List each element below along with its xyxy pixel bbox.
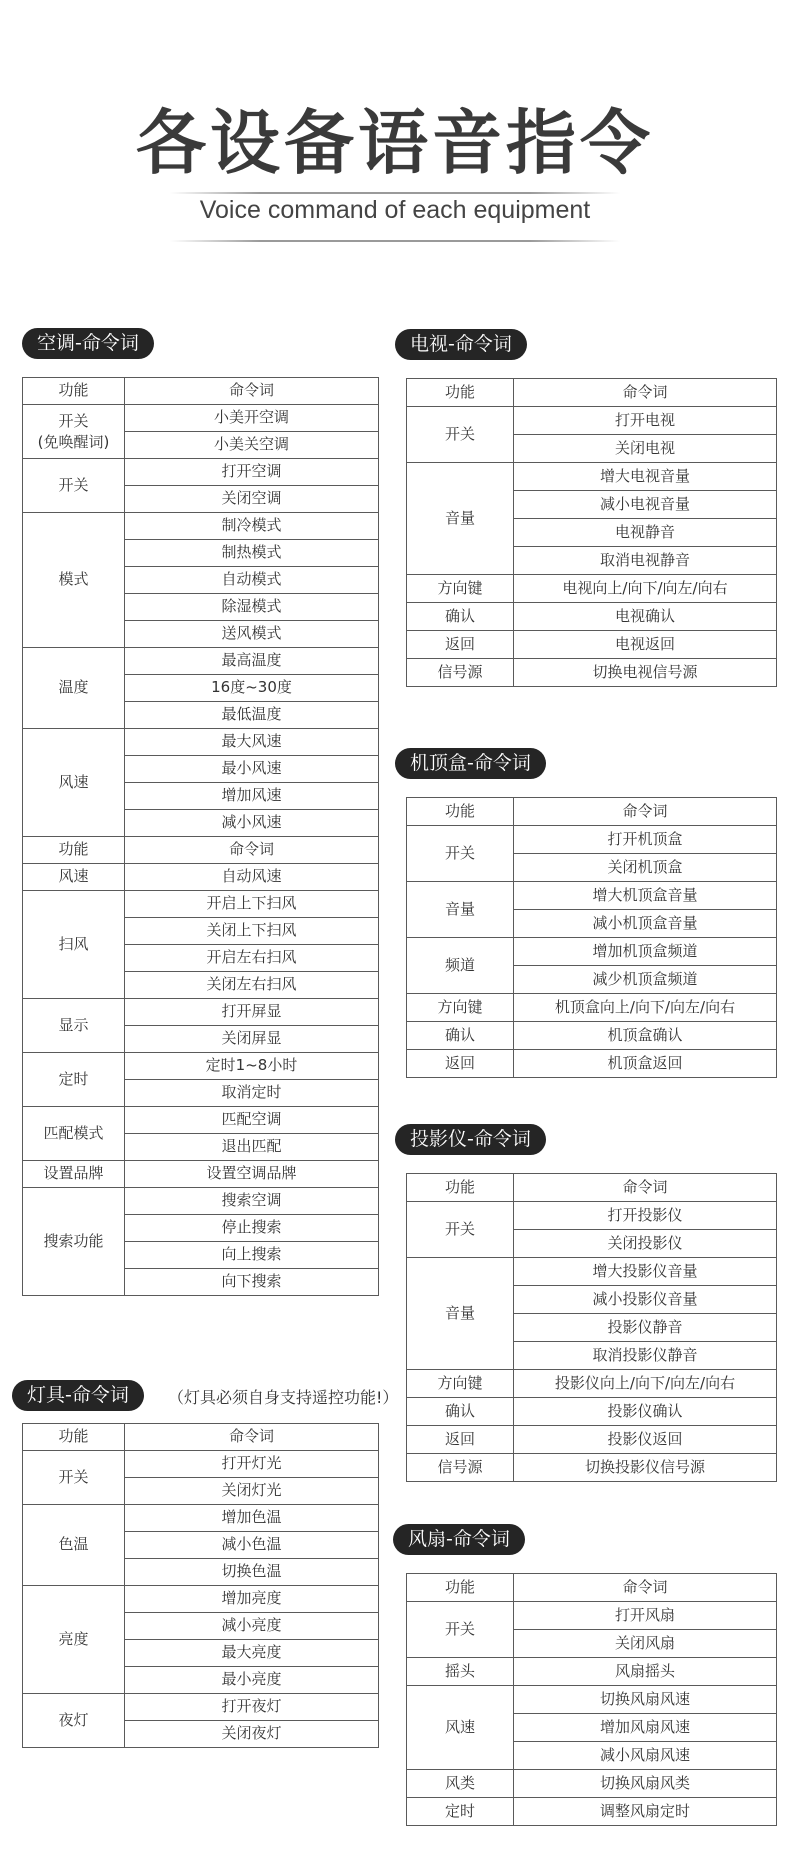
table-row [407,631,777,659]
table-row [23,1053,379,1080]
command-cell: 增加亮度 [125,1586,379,1613]
table-row [23,459,379,486]
command-cell: 增加风速 [125,783,379,810]
page-title: 各设备语音指令 [136,102,654,184]
command-cell: 减少机顶盒频道 [514,966,777,994]
table-row [407,1370,777,1398]
table-row [407,407,777,435]
table-row [407,1258,777,1286]
table-row [407,1658,777,1686]
command-cell: 最低温度 [125,702,379,729]
table-row [23,1505,379,1532]
function-cell: 确认 [407,1398,514,1426]
command-cell: 增大投影仪音量 [514,1258,777,1286]
function-cell: 设置品牌 [23,1161,125,1188]
fan-command-table [406,1573,777,1826]
function-cell: 风类 [407,1770,514,1798]
command-cell: 电视确认 [514,603,777,631]
table-row [407,882,777,910]
header-function: 功能 [407,379,514,407]
command-cell: 关闭机顶盒 [514,854,777,882]
command-cell: 电视返回 [514,631,777,659]
table-row [23,999,379,1026]
command-cell: 取消定时 [125,1080,379,1107]
command-cell: 关闭屏显 [125,1026,379,1053]
function-cell: 定时 [407,1798,514,1826]
function-cell: 频道 [407,938,514,994]
tv-command-table [406,378,777,687]
command-cell: 关闭风扇 [514,1630,777,1658]
function-cell: 搜索功能 [23,1188,125,1296]
function-cell: 开关 (免唤醒词) [23,405,125,459]
command-cell: 增大机顶盒音量 [514,882,777,910]
command-cell: 设置空调品牌 [125,1161,379,1188]
section-label-proj: 投影仪-命令词 [395,1124,546,1155]
table-header-row [407,1174,777,1202]
title-divider-top [170,192,620,194]
command-cell: 减小风扇风速 [514,1742,777,1770]
function-cell: 音量 [407,463,514,575]
command-cell: 停止搜索 [125,1215,379,1242]
command-cell: 搜索空调 [125,1188,379,1215]
function-cell: 开关 [407,1202,514,1258]
command-cell: 电视向上/向下/向左/向右 [514,575,777,603]
command-cell: 打开灯光 [125,1451,379,1478]
command-cell: 开启左右扫风 [125,945,379,972]
command-cell: 机顶盒返回 [514,1050,777,1078]
header-command: 命令词 [125,378,379,405]
page-subtitle: Voice command of each equipment [199,196,591,224]
command-cell: 制热模式 [125,540,379,567]
header-function: 功能 [407,1174,514,1202]
table-row [23,1694,379,1721]
command-cell: 关闭夜灯 [125,1721,379,1748]
command-cell: 切换电视信号源 [514,659,777,687]
command-cell: 关闭左右扫风 [125,972,379,999]
header-command: 命令词 [514,1574,777,1602]
function-cell: 开关 [23,459,125,513]
function-cell: 音量 [407,1258,514,1370]
function-cell: 匹配模式 [23,1107,125,1161]
command-cell: 打开夜灯 [125,1694,379,1721]
command-cell: 小美关空调 [125,432,379,459]
command-cell: 除湿模式 [125,594,379,621]
table-row [407,1050,777,1078]
command-cell: 定时1~8小时 [125,1053,379,1080]
function-cell: 方向键 [407,575,514,603]
command-cell: 自动模式 [125,567,379,594]
table-row [23,891,379,918]
command-cell: 切换风扇风类 [514,1770,777,1798]
header-function: 功能 [407,798,514,826]
lamp-remote-note: （灯具必须自身支持遥控功能!） [168,1388,399,1407]
table-row [23,729,379,756]
function-cell: 开关 [23,1451,125,1505]
header-command: 命令词 [514,1174,777,1202]
command-cell: 减小风速 [125,810,379,837]
function-cell: 信号源 [407,659,514,687]
command-cell: 最小风速 [125,756,379,783]
function-cell: 模式 [23,513,125,648]
command-cell: 退出匹配 [125,1134,379,1161]
function-cell: 风速 [407,1686,514,1770]
function-cell: 摇头 [407,1658,514,1686]
command-cell: 切换风扇风速 [514,1686,777,1714]
function-cell: 风速 [23,864,125,891]
command-cell: 切换投影仪信号源 [514,1454,777,1482]
command-cell: 投影仪向上/向下/向左/向右 [514,1370,777,1398]
table-row [407,1798,777,1826]
command-cell: 增加色温 [125,1505,379,1532]
table-row [23,837,379,864]
table-header-row [407,1574,777,1602]
header-command: 命令词 [514,379,777,407]
table-row [23,648,379,675]
command-cell: 打开风扇 [514,1602,777,1630]
function-cell: 返回 [407,631,514,659]
function-cell: 温度 [23,648,125,729]
table-row [407,1202,777,1230]
command-cell: 投影仪静音 [514,1314,777,1342]
function-cell: 开关 [407,1602,514,1658]
section-label-lamp: 灯具-命令词 [12,1380,144,1411]
table-row [407,1770,777,1798]
command-cell: 减小投影仪音量 [514,1286,777,1314]
command-cell: 制冷模式 [125,513,379,540]
command-cell: 关闭灯光 [125,1478,379,1505]
table-row [23,1188,379,1215]
table-header-row [407,798,777,826]
header-command: 命令词 [514,798,777,826]
table-row [407,575,777,603]
table-row [407,1398,777,1426]
header-function: 功能 [407,1574,514,1602]
command-cell: 16度~30度 [125,675,379,702]
section-label-stb: 机顶盒-命令词 [395,748,546,779]
function-cell: 确认 [407,1022,514,1050]
command-cell: 投影仪返回 [514,1426,777,1454]
function-cell: 扫风 [23,891,125,999]
table-row [23,513,379,540]
command-cell: 自动风速 [125,864,379,891]
function-cell: 亮度 [23,1586,125,1694]
command-cell: 切换色温 [125,1559,379,1586]
command-cell: 风扇摇头 [514,1658,777,1686]
command-cell: 最小亮度 [125,1667,379,1694]
table-row [23,864,379,891]
section-label-tv: 电视-命令词 [395,329,527,360]
command-cell: 最高温度 [125,648,379,675]
table-row [407,1454,777,1482]
table-row [407,1022,777,1050]
table-row [407,1686,777,1714]
command-cell: 匹配空调 [125,1107,379,1134]
command-cell: 增大电视音量 [514,463,777,491]
command-cell: 打开空调 [125,459,379,486]
command-cell: 减小机顶盒音量 [514,910,777,938]
table-row [23,1161,379,1188]
command-cell: 增加机顶盒频道 [514,938,777,966]
table-row [407,659,777,687]
command-cell: 电视静音 [514,519,777,547]
command-cell: 关闭投影仪 [514,1230,777,1258]
lamp-command-table [22,1423,379,1748]
table-row [23,405,379,432]
table-row [23,1107,379,1134]
table-row [23,1586,379,1613]
function-cell: 色温 [23,1505,125,1586]
command-cell: 关闭电视 [514,435,777,463]
section-label-ac: 空调-命令词 [22,328,154,359]
function-cell: 风速 [23,729,125,837]
table-row [407,994,777,1022]
function-cell: 开关 [407,407,514,463]
function-cell: 信号源 [407,1454,514,1482]
projector-command-table [406,1173,777,1482]
table-row [407,463,777,491]
command-cell: 取消投影仪静音 [514,1342,777,1370]
function-cell: 方向键 [407,994,514,1022]
command-cell: 减小色温 [125,1532,379,1559]
function-cell: 夜灯 [23,1694,125,1748]
header-function: 功能 [23,378,125,405]
command-cell: 送风模式 [125,621,379,648]
command-cell: 关闭空调 [125,486,379,513]
table-row [407,938,777,966]
function-cell: 功能 [23,837,125,864]
function-cell: 音量 [407,882,514,938]
title-divider-bottom [170,240,620,242]
command-cell: 机顶盒向上/向下/向左/向右 [514,994,777,1022]
table-row [23,1451,379,1478]
command-cell: 命令词 [125,837,379,864]
table-header-row [407,379,777,407]
header-function: 功能 [23,1424,125,1451]
function-cell: 开关 [407,826,514,882]
command-cell: 开启上下扫风 [125,891,379,918]
function-cell: 确认 [407,603,514,631]
function-cell: 定时 [23,1053,125,1107]
command-cell: 最大亮度 [125,1640,379,1667]
table-row [407,826,777,854]
table-row [407,1602,777,1630]
command-cell: 减小电视音量 [514,491,777,519]
header-command: 命令词 [125,1424,379,1451]
command-cell: 打开屏显 [125,999,379,1026]
command-cell: 向下搜索 [125,1269,379,1296]
function-cell: 显示 [23,999,125,1053]
table-header-row [23,378,379,405]
command-cell: 投影仪确认 [514,1398,777,1426]
command-cell: 向上搜索 [125,1242,379,1269]
command-cell: 调整风扇定时 [514,1798,777,1826]
command-cell: 取消电视静音 [514,547,777,575]
stb-command-table [406,797,777,1078]
function-cell: 返回 [407,1050,514,1078]
command-cell: 关闭上下扫风 [125,918,379,945]
table-row [407,1426,777,1454]
section-label-fan: 风扇-命令词 [393,1524,525,1555]
command-cell: 机顶盒确认 [514,1022,777,1050]
command-cell: 最大风速 [125,729,379,756]
command-cell: 小美开空调 [125,405,379,432]
function-cell: 方向键 [407,1370,514,1398]
command-cell: 打开电视 [514,407,777,435]
command-cell: 减小亮度 [125,1613,379,1640]
command-cell: 增加风扇风速 [514,1714,777,1742]
ac-command-table [22,377,379,1296]
table-row [407,603,777,631]
table-header-row [23,1424,379,1451]
function-cell: 返回 [407,1426,514,1454]
command-cell: 打开投影仪 [514,1202,777,1230]
command-cell: 打开机顶盒 [514,826,777,854]
